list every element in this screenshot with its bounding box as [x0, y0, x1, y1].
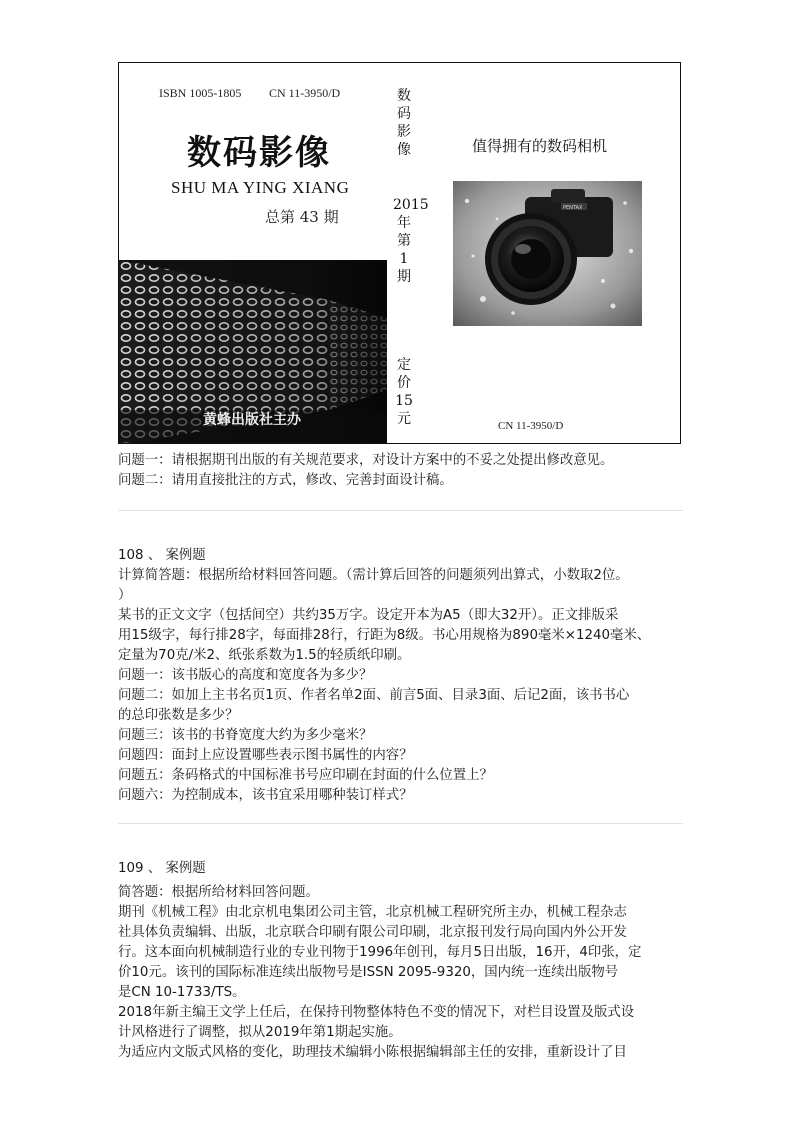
q109-line: 期刊《机械工程》由北京机电集团公司主管，北京机械工程研究所主办，机械工程杂志 [118, 905, 627, 920]
q109-line: 2018年新主编王文学上任后，在保持刊物整体特色不变的情况下，对栏目设置及版式设 [118, 1005, 635, 1020]
q108-number: 108 、 案例题 [118, 548, 206, 563]
isbn-label: ISBN 1005-1805 [159, 86, 242, 100]
cover-photo [119, 260, 387, 444]
cover-spine [384, 63, 429, 443]
magazine-cover-figure [118, 62, 681, 444]
camera-image [453, 181, 642, 326]
magazine-title: 数码影像 [187, 133, 331, 173]
spine-date: 2015年第1期 [393, 197, 429, 285]
q108-line: 问题五：条码格式的中国标准书号应印刷在封面的什么位置上？ [118, 768, 493, 783]
cn-label-top: CN 11-3950/D [269, 86, 341, 100]
q108-line: 用15级字，每行排28字，每面排28行，行距为8级。书心用规格为890毫米×1240毫米、 [118, 628, 651, 643]
q108-line: ） [118, 588, 132, 603]
q108-line: 计算简答题：根据所给材料回答问题。（需计算后回答的问题须列出算式，小数取2位。 [118, 568, 629, 583]
cn-label-bottom: CN 11-3950/D [498, 420, 564, 432]
q108-line: 问题四：面封上应设置哪些表示图书属性的内容？ [118, 748, 413, 763]
svg-text:PENTAX: PENTAX [563, 205, 583, 211]
q109-line: 计风格进行了调整，拟从2019年第1期起实施。 [118, 1025, 402, 1040]
q108-line: 某书的正文文字（包括间空）共约35万字。设定开本为A5（即大32开）。正文排版采 [118, 608, 619, 623]
q108-line: 的总印张数是多少？ [118, 708, 239, 723]
q107-question-1: 问题一：请根据期刊出版的有关规范要求，对设计方案中的不妥之处提出修改意见。 [118, 453, 614, 468]
q108-line: 问题二：如加上主书名页1页、作者名单2面、前言5面、目录3面、后记2面，该书书心 [118, 688, 630, 703]
front-cover [119, 63, 384, 443]
spine-title: 数码影像 [397, 88, 411, 158]
section-divider [118, 510, 683, 511]
publisher-label: 黄蜂出版社主办 [203, 412, 301, 428]
q108-line: 定量为70克/米2、纸张系数为1.5的轻质纸印刷。 [118, 648, 411, 663]
issue-number: 总第 43 期 [265, 208, 339, 226]
back-cover [424, 63, 680, 443]
q109-line: 行。这本面向机械制造行业的专业刊物于1996年创刊，每月5日出版，16开，4印张，定 [118, 945, 642, 960]
q109-line: 价10元。该刊的国际标准连续出版物号是ISSN 2095-9320，国内统一连续出版物号 [118, 965, 619, 980]
q108-line: 问题三：该书的书脊宽度大约为多少毫米？ [118, 728, 373, 743]
q109-line: 社具体负责编辑、出版，北京联合印刷有限公司印刷，北京报刊发行局向国内外公开发 [118, 925, 627, 940]
q109-number: 109 、 案例题 [118, 861, 206, 876]
magazine-pinyin: SHU MA YING XIANG [171, 178, 350, 197]
q107-question-2: 问题二：请用直接批注的方式，修改、完善封面设计稿。 [118, 473, 453, 488]
spine-price: 定价15元 [395, 357, 413, 427]
back-cover-heading: 值得拥有的数码相机 [472, 137, 608, 155]
q108-line: 问题六：为控制成本，该书宜采用哪种装订样式？ [118, 788, 413, 803]
q109-line: 为适应内文版式风格的变化，助理技术编辑小陈根据编辑部主任的安排，重新设计了目 [118, 1045, 627, 1060]
q109-line: 是CN 10-1733/TS。 [118, 985, 246, 1000]
section-divider [118, 823, 683, 824]
q108-line: 问题一：该书版心的高度和宽度各为多少？ [118, 668, 373, 683]
camera-photo [453, 181, 642, 326]
q109-line: 简答题：根据所给材料回答问题。 [118, 885, 319, 900]
